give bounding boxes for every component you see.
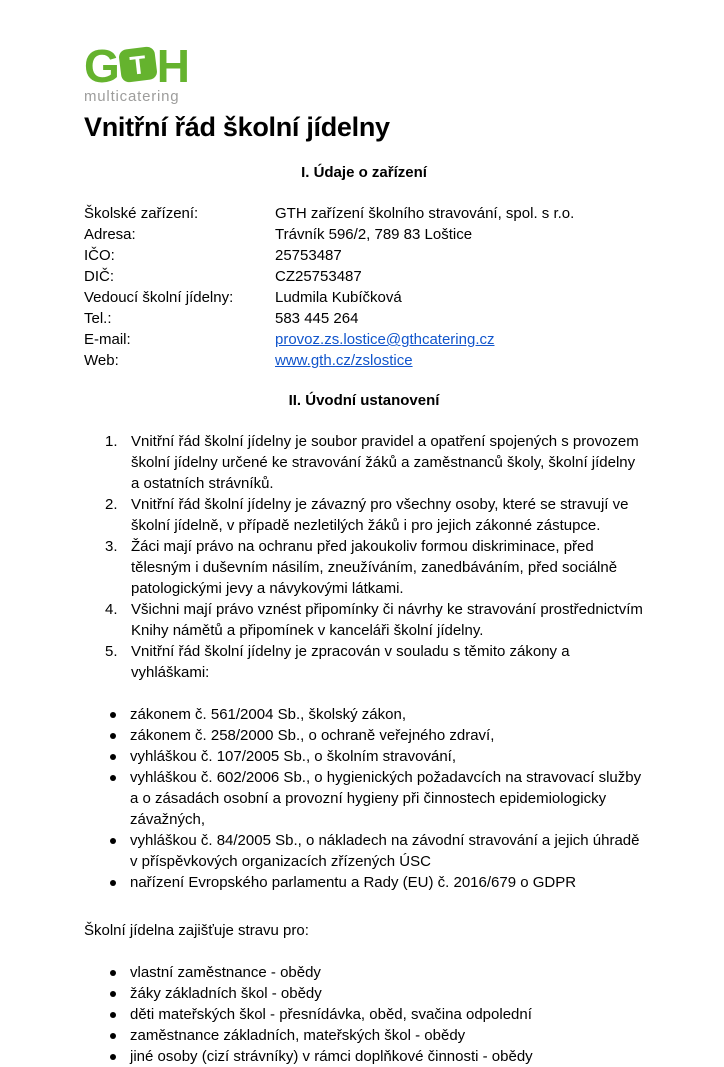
item-number: 3. bbox=[105, 538, 118, 555]
detail-value: Trávník 596/2, 789 83 Loštice bbox=[275, 226, 473, 243]
logo-letter-g: G bbox=[84, 40, 119, 92]
page-title: Vnitřní řád školní jídelny bbox=[84, 112, 390, 142]
email-link[interactable]: provoz.zs.lostice@gthcatering.cz bbox=[275, 331, 495, 348]
bullet-icon bbox=[110, 754, 116, 760]
provides-bullet-5 bbox=[84, 1046, 644, 1067]
bullet-icon bbox=[110, 1054, 116, 1060]
provides-intro: Školní jídelna zajišťuje stravu pro: bbox=[84, 922, 309, 939]
detail-label: Školské zařízení: bbox=[84, 205, 199, 222]
item-number: 5. bbox=[105, 643, 118, 660]
bullet-text: vyhláškou č. 107/2005 Sb., o školním stravování, bbox=[130, 748, 457, 765]
item-number: 2. bbox=[105, 496, 118, 513]
detail-label: DIČ: bbox=[84, 268, 114, 285]
numbered-item-5 bbox=[84, 641, 644, 683]
facility-details bbox=[84, 203, 644, 371]
web-link[interactable]: www.gth.cz/zslostice bbox=[275, 352, 413, 369]
laws-bullet-list bbox=[84, 704, 644, 893]
intro-numbered-list bbox=[84, 431, 644, 683]
bullet-text: nařízení Evropského parlamentu a Rady (EU) č. 2016/679 o GDPR bbox=[130, 874, 577, 891]
bullet-icon bbox=[110, 838, 116, 844]
bullet-text: zákonem č. 561/2004 Sb., školský zákon, bbox=[130, 706, 406, 723]
detail-row-facility bbox=[84, 203, 644, 224]
bullet-icon bbox=[110, 1033, 116, 1039]
detail-row-email bbox=[84, 329, 644, 350]
item-number: 4. bbox=[105, 601, 118, 618]
bullet-text: vlastní zaměstnance - obědy bbox=[130, 964, 321, 981]
item-text: Vnitřní řád školní jídelny je závazný pro všechny osoby, které se stravují ve školní jídelně, v případě nezletilých žáků i pro jejich zákonné zástupce. bbox=[131, 496, 629, 534]
logo-letter-h: H bbox=[156, 40, 190, 92]
numbered-item-1 bbox=[84, 431, 644, 494]
detail-value: 25753487 bbox=[275, 247, 342, 264]
detail-label: Web: bbox=[84, 352, 119, 369]
bullet-text: děti mateřských škol - přesnídávka, oběd, svačina odpolední bbox=[130, 1006, 532, 1023]
provides-bullet-3 bbox=[84, 1004, 644, 1025]
numbered-item-3 bbox=[84, 536, 644, 599]
item-text: Vnitřní řád školní jídelny je soubor pravidel a opatření spojených s provozem školní jídelny určené ke stravování žáků a zaměstnanců školy, školní jídelny a ostatních strávníků. bbox=[131, 433, 639, 492]
item-text: Vnitřní řád školní jídelny je zpracován v souladu s těmito zákony a vyhláškami: bbox=[131, 643, 570, 681]
detail-value: GTH zařízení školního stravování, spol. s r.o. bbox=[275, 205, 575, 222]
provides-bullet-2 bbox=[84, 983, 644, 1004]
logo-t-badge-icon bbox=[118, 45, 158, 82]
bullet-icon bbox=[110, 712, 116, 718]
bullet-icon bbox=[110, 775, 116, 781]
gth-logo-letters bbox=[84, 40, 644, 92]
detail-row-ico bbox=[84, 245, 644, 266]
bullet-text: vyhláškou č. 84/2005 Sb., o nákladech na závodní stravování a jejich úhradě v příspěvkových organizacích zřízených ÚSC bbox=[130, 832, 640, 870]
law-bullet-4 bbox=[84, 767, 644, 830]
detail-label: Vedoucí školní jídelny: bbox=[84, 289, 234, 306]
detail-value: CZ25753487 bbox=[275, 268, 362, 285]
bullet-text: zaměstnance základních, mateřských škol - obědy bbox=[130, 1027, 466, 1044]
law-bullet-1 bbox=[84, 704, 644, 725]
section-2-heading: II. Úvodní ustanovení bbox=[288, 392, 440, 409]
bullet-icon bbox=[110, 733, 116, 739]
bullet-text: zákonem č. 258/2000 Sb., o ochraně veřejného zdraví, bbox=[130, 727, 495, 744]
logo-subtitle: multicatering bbox=[84, 88, 180, 105]
detail-label: E-mail: bbox=[84, 331, 131, 348]
logo-letter-t: T bbox=[128, 48, 148, 80]
item-number: 1. bbox=[105, 433, 118, 450]
detail-label: IČO: bbox=[84, 247, 115, 264]
detail-label: Adresa: bbox=[84, 226, 136, 243]
law-bullet-6 bbox=[84, 872, 644, 893]
detail-label: Tel.: bbox=[84, 310, 112, 327]
detail-row-web bbox=[84, 350, 644, 371]
law-bullet-3 bbox=[84, 746, 644, 767]
section-1-heading: I. Údaje o zařízení bbox=[301, 164, 427, 181]
bullet-text: žáky základních škol - obědy bbox=[130, 985, 322, 1002]
bullet-text: jiné osoby (cizí strávníky) v rámci doplňkové činnosti - obědy bbox=[130, 1048, 533, 1065]
detail-row-phone bbox=[84, 308, 644, 329]
bullet-icon bbox=[110, 880, 116, 886]
provides-bullet-1 bbox=[84, 962, 644, 983]
detail-value: Ludmila Kubíčková bbox=[275, 289, 402, 306]
bullet-icon bbox=[110, 1012, 116, 1018]
item-text: Žáci mají právo na ochranu před jakoukoliv formou diskriminace, před tělesným i duševním násilím, zneužíváním, zanedbáváním, před sociálně patologickými jevy a návykovými látkami. bbox=[131, 538, 618, 597]
detail-row-dic bbox=[84, 266, 644, 287]
law-bullet-5 bbox=[84, 830, 644, 872]
detail-value: 583 445 264 bbox=[275, 310, 359, 327]
law-bullet-2 bbox=[84, 725, 644, 746]
detail-row-address bbox=[84, 224, 644, 245]
numbered-item-4 bbox=[84, 599, 644, 641]
detail-row-manager bbox=[84, 287, 644, 308]
provides-bullet-list bbox=[84, 962, 644, 1067]
item-text: Všichni mají právo vznést připomínky či návrhy ke stravování prostřednictvím Knihy námětů a připomínek v kanceláři školní jídelny. bbox=[131, 601, 643, 639]
provides-bullet-4 bbox=[84, 1025, 644, 1046]
bullet-icon bbox=[110, 970, 116, 976]
gth-logo bbox=[84, 40, 644, 105]
numbered-item-2 bbox=[84, 494, 644, 536]
bullet-icon bbox=[110, 991, 116, 997]
bullet-text: vyhláškou č. 602/2006 Sb., o hygienických požadavcích na stravovací služby a o zásadách osobní a provozní hygieny při činnostech epidemiologicky závažných, bbox=[130, 769, 642, 828]
